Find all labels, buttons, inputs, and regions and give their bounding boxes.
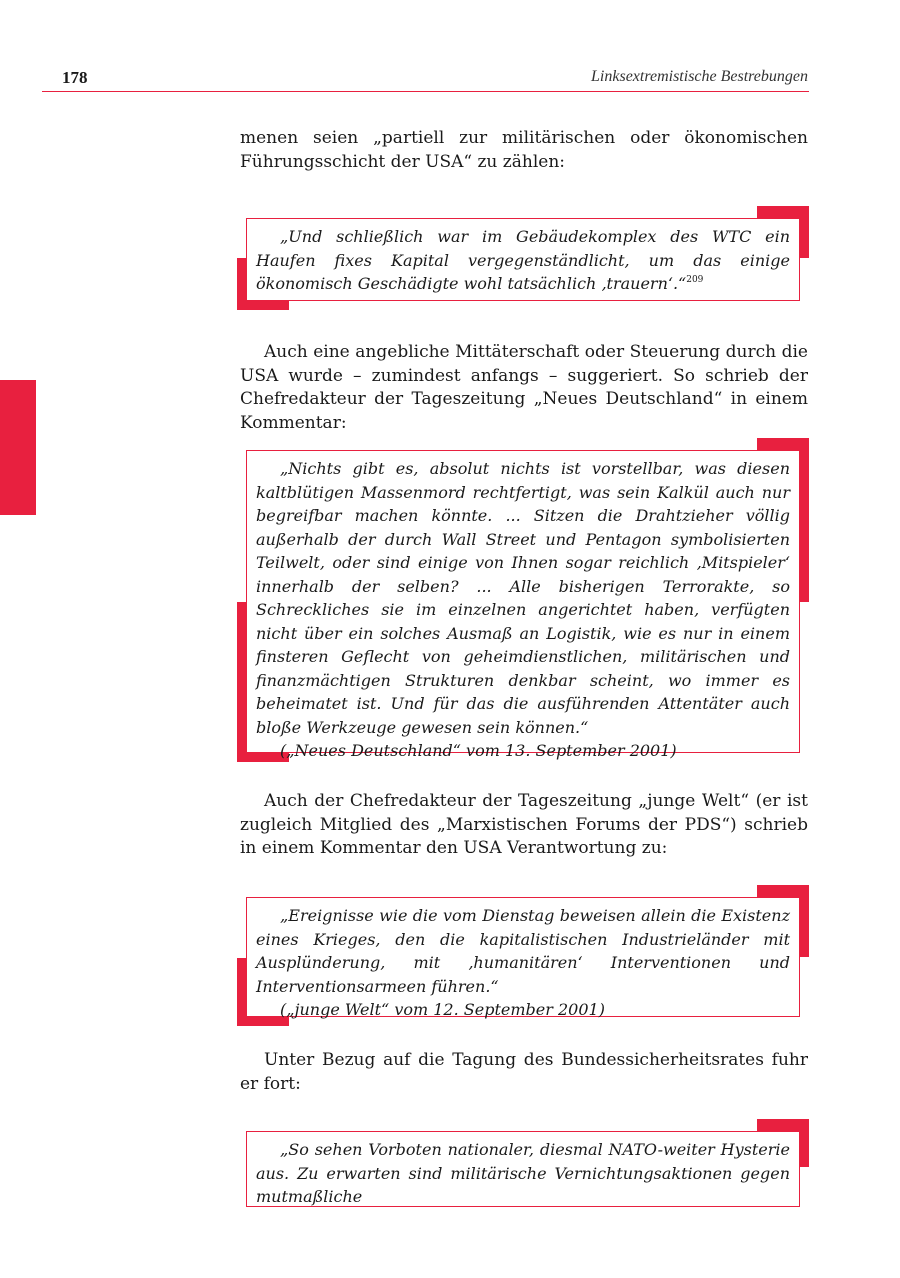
footnote-marker: 209 (686, 275, 704, 285)
running-title: Linksextremistische Bestrebungen (591, 68, 808, 85)
quote-text: „So sehen Vorboten nationaler, diesmal NATO-weiter Hysterie aus. Zu erwarten sind militärische Vernichtungsaktionen gegen mutmaßliche (256, 1140, 790, 1206)
quote-box (237, 1119, 809, 1209)
quote-text: „Ereignisse wie die vom Dienstag beweisen allein die Existenz eines Krieges, den die kapitalistischen Industrieländer mit Ausplünderung, mit ‚humanitären‘ Interventionen und Interventionsarmeen führen.“ (256, 906, 790, 996)
page-number: 178 (62, 68, 88, 87)
quote-text: „Und schließlich war im Gebäudekomplex des WTC ein Haufen fixes Kapital vergegenständlicht, um das einige ökonomisch Geschädigte wohl tatsächlich ‚trauern‘.“$^{209}$ (256, 227, 790, 293)
quote-box (237, 206, 809, 310)
quote-text: „Nichts gibt es, absolut nichts ist vorstellbar, was diesen kaltblütigen Massenmord rechtfertigt, was sein Kalkül auch nur begreifbar machen könnte. ... Sitzen die Drahtzieher völlig außerhalb der durch Wall Street und Pentagon symbolisierten Teilwelt, oder sind einige von Ihnen sogar reichlich ‚Mitspieler‘ innerhalb der selben? ... Alle bisherigen Terrorakte, so Schreckliches sie im einzelnen angerichtet haben, verfügten nicht über ein solches Ausmaß an Logistik, wie es nur in einem finsteren Geflecht von geheimdienstlichen, militärischen und finanzmächtigen Strukturen denkbar scheint, wo immer es beheimatet ist. Und für das die ausführenden Attentäter auch bloße Werkzeuge gewesen sein können.“ (256, 459, 790, 737)
body-paragraph: menen seien „partiell zur militärischen oder ökonomischen Führungsschicht der USA“ zu zählen: (240, 128, 808, 172)
quote-box (237, 885, 809, 1026)
quote-source: („Neues Deutschland“ vom 13. September 2001) (280, 741, 677, 760)
side-thumb-tab (0, 380, 36, 515)
body-paragraph: Auch eine angebliche Mittäterschaft oder Steuerung durch die USA wurde – zumindest anfangs – suggeriert. So schrieb der Chefredakteur der Tageszeitung „Neues Deutschland“ in einem Kommentar: (240, 342, 808, 433)
quote-box (237, 438, 809, 762)
body-paragraph: Auch der Chefredakteur der Tageszeitung „junge Welt“ (er ist zugleich Mitglied des „Marxistischen Forums der PDS“) schrieb in einem Kommentar den USA Verantwortung zu: (240, 791, 808, 858)
header-rule (42, 91, 809, 92)
quote-source: („junge Welt“ vom 12. September 2001) (280, 1000, 605, 1019)
body-paragraph: Unter Bezug auf die Tagung des Bundessicherheitsrates fuhr er fort: (240, 1050, 808, 1094)
